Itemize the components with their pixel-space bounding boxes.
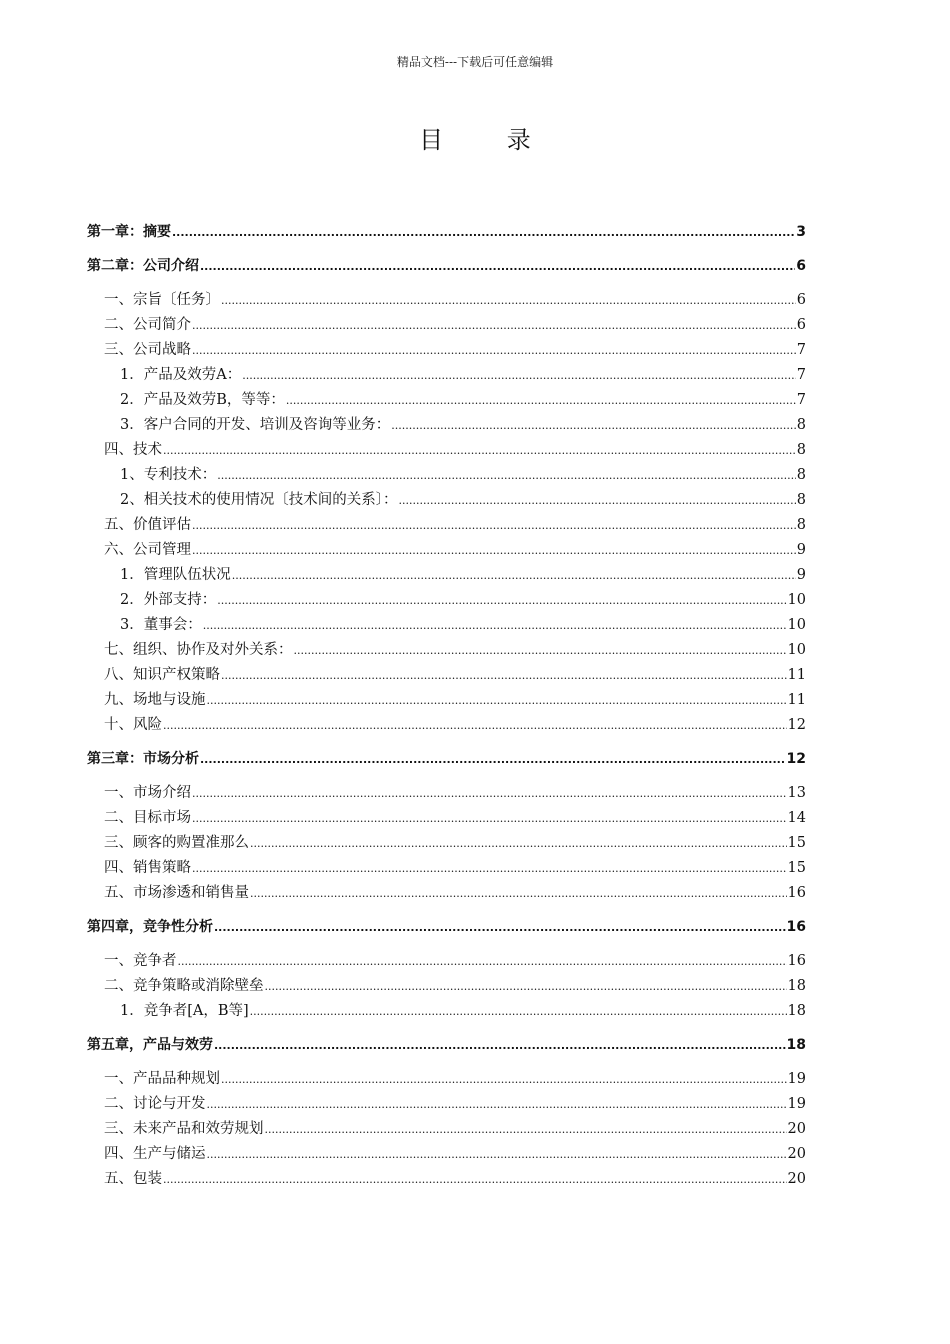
toc-entry-label: 二、公司简介	[104, 317, 191, 333]
toc-leader-dots	[200, 747, 786, 772]
toc-entry-page-number: 18	[787, 1003, 806, 1019]
toc-entry[interactable]	[87, 1092, 806, 1117]
toc-entry-page-number: 16	[786, 919, 806, 935]
toc-entry[interactable]	[87, 438, 806, 463]
toc-entry[interactable]	[87, 538, 806, 563]
toc-entry-label: 2．产品及效劳B，等等：	[120, 392, 285, 408]
toc-leader-dots	[214, 915, 786, 940]
toc-leader-dots	[163, 713, 787, 738]
toc-entry[interactable]	[87, 1117, 806, 1142]
toc-leader-dots	[221, 288, 796, 313]
toc-entry-page-number: 12	[786, 751, 806, 767]
toc-leader-dots	[200, 254, 795, 279]
toc-entry-label: 1、专利技术：	[120, 467, 217, 483]
toc-entry[interactable]	[87, 881, 806, 906]
toc-entry-label: 五、包装	[104, 1171, 162, 1187]
toc-entry-label: 四、技术	[104, 442, 162, 458]
toc-entry[interactable]	[87, 781, 806, 806]
toc-leader-dots	[286, 388, 796, 413]
toc-entry-label: 1．管理队伍状况	[120, 567, 231, 583]
toc-leader-dots	[250, 831, 787, 856]
toc-leader-dots	[294, 638, 787, 663]
toc-entry-page-number: 6	[796, 258, 806, 274]
toc-entry-page-number: 8	[796, 417, 806, 433]
toc-chapter-entry[interactable]	[87, 1033, 806, 1058]
toc-entry-label: 二、竞争策略或消除壁垒	[104, 978, 264, 994]
toc-entry-label: 九、场地与设施	[104, 692, 206, 708]
toc-entry[interactable]	[87, 563, 806, 588]
toc-entry-label: 三、未来产品和效劳规划	[104, 1121, 264, 1137]
toc-entry-label: 一、产品品种规划	[104, 1071, 220, 1087]
toc-entry-page-number: 9	[796, 542, 806, 558]
toc-entry-page-number: 11	[787, 692, 806, 708]
toc-entry[interactable]	[87, 688, 806, 713]
toc-entry-label: 七、组织、协作及对外关系：	[104, 642, 293, 658]
toc-entry[interactable]	[87, 488, 806, 513]
toc-leader-dots	[172, 220, 795, 245]
toc-leader-dots	[221, 1067, 787, 1092]
toc-entry-label: 第五章，产品与效劳	[87, 1037, 213, 1053]
toc-entry-label: 3．客户合同的开发、培训及咨询等业务：	[120, 417, 391, 433]
toc-leader-dots	[265, 974, 787, 999]
toc-entry-label: 第二章：公司介绍	[87, 258, 199, 274]
toc-entry-page-number: 16	[787, 953, 806, 969]
toc-entry[interactable]	[87, 806, 806, 831]
toc-entry[interactable]	[87, 1067, 806, 1092]
toc-entry[interactable]	[87, 513, 806, 538]
toc-leader-dots	[391, 413, 796, 438]
toc-entry-label: 四、生产与储运	[104, 1146, 206, 1162]
toc-entry[interactable]	[87, 363, 806, 388]
toc-entry-page-number: 8	[796, 467, 806, 483]
toc-entry-page-number: 15	[787, 860, 806, 876]
toc-entry-label: 一、宗旨〔任务〕	[104, 292, 220, 308]
toc-entry-label: 八、知识产权策略	[104, 667, 220, 683]
toc-entry-label: 3．董事会：	[120, 617, 202, 633]
toc-leader-dots	[203, 613, 787, 638]
toc-entry-label: 2．外部支持：	[120, 592, 217, 608]
toc-entry-page-number: 10	[787, 617, 806, 633]
toc-leader-dots	[242, 363, 796, 388]
toc-leader-dots	[192, 538, 796, 563]
toc-entry[interactable]	[87, 713, 806, 738]
toc-entry-label: 五、市场渗透和销售量	[104, 885, 249, 901]
toc-entry-label: 十、风险	[104, 717, 162, 733]
toc-chapter-entry[interactable]	[87, 747, 806, 772]
toc-leader-dots	[250, 881, 787, 906]
toc-leader-dots	[217, 463, 796, 488]
toc-chapter-entry[interactable]	[87, 254, 806, 279]
toc-entry-label: 2、相关技术的使用情况〔技术间的关系〕：	[120, 492, 398, 508]
toc-leader-dots	[207, 1092, 787, 1117]
toc-entry-label: 第四章，竞争性分析	[87, 919, 213, 935]
table-of-contents	[87, 220, 806, 1192]
toc-entry[interactable]	[87, 831, 806, 856]
toc-entry-page-number: 15	[787, 835, 806, 851]
toc-leader-dots	[207, 688, 787, 713]
toc-entry-page-number: 8	[796, 517, 806, 533]
toc-entry[interactable]	[87, 949, 806, 974]
toc-entry[interactable]	[87, 999, 806, 1024]
toc-leader-dots	[192, 781, 787, 806]
toc-entry-page-number: 14	[787, 810, 806, 826]
toc-leader-dots	[214, 1033, 786, 1058]
toc-entry-page-number: 6	[796, 292, 806, 308]
toc-entry-label: 六、公司管理	[104, 542, 191, 558]
toc-entry[interactable]	[87, 413, 806, 438]
toc-leader-dots	[163, 1167, 787, 1192]
toc-entry-page-number: 7	[796, 392, 806, 408]
toc-entry-page-number: 8	[796, 442, 806, 458]
toc-entry-page-number: 20	[787, 1121, 806, 1137]
toc-leader-dots	[207, 1142, 787, 1167]
toc-entry-page-number: 12	[787, 717, 806, 733]
toc-leader-dots	[217, 588, 786, 613]
toc-leader-dots	[192, 806, 787, 831]
page-title: 目 录	[419, 126, 559, 154]
toc-leader-dots	[163, 438, 796, 463]
toc-entry-label: 第三章：市场分析	[87, 751, 199, 767]
toc-entry-page-number: 7	[796, 367, 806, 383]
toc-entry[interactable]	[87, 288, 806, 313]
toc-entry[interactable]	[87, 463, 806, 488]
toc-entry-page-number: 8	[796, 492, 806, 508]
toc-entry[interactable]	[87, 663, 806, 688]
toc-leader-dots	[221, 663, 787, 688]
toc-entry[interactable]	[87, 974, 806, 999]
toc-entry-page-number: 10	[787, 642, 806, 658]
toc-entry-page-number: 11	[787, 667, 806, 683]
toc-entry-page-number: 18	[786, 1037, 806, 1053]
toc-entry-label: 1．竞争者[A，B等]	[120, 1003, 249, 1019]
toc-entry-page-number: 18	[787, 978, 806, 994]
toc-leader-dots	[192, 313, 796, 338]
toc-entry-label: 一、市场介绍	[104, 785, 191, 801]
toc-entry-page-number: 3	[796, 224, 806, 240]
toc-leader-dots	[192, 513, 796, 538]
toc-leader-dots	[232, 563, 796, 588]
toc-chapter-entry[interactable]	[87, 915, 806, 940]
toc-entry-label: 三、顾客的购置准那么	[104, 835, 249, 851]
toc-entry[interactable]	[87, 1167, 806, 1192]
toc-entry-page-number: 10	[787, 592, 806, 608]
toc-entry-label: 五、价值评估	[104, 517, 191, 533]
toc-entry-label: 1．产品及效劳A：	[120, 367, 242, 383]
toc-leader-dots	[265, 1117, 787, 1142]
toc-entry[interactable]	[87, 613, 806, 638]
toc-entry-page-number: 9	[796, 567, 806, 583]
toc-entry-page-number: 16	[787, 885, 806, 901]
toc-entry[interactable]	[87, 588, 806, 613]
toc-entry[interactable]	[87, 1142, 806, 1167]
toc-entry-page-number: 7	[796, 342, 806, 358]
toc-entry-page-number: 6	[796, 317, 806, 333]
toc-entry[interactable]	[87, 388, 806, 413]
toc-entry-page-number: 19	[787, 1096, 806, 1112]
toc-entry[interactable]	[87, 338, 806, 363]
toc-entry[interactable]	[87, 856, 806, 881]
toc-entry-page-number: 19	[787, 1071, 806, 1087]
page-header: 精品文档---下载后可任意编辑	[396, 55, 554, 69]
toc-leader-dots	[192, 856, 787, 881]
toc-entry-page-number: 20	[787, 1146, 806, 1162]
toc-entry-page-number: 13	[787, 785, 806, 801]
toc-entry-label: 二、讨论与开发	[104, 1096, 206, 1112]
toc-entry-label: 第一章：摘要	[87, 224, 171, 240]
toc-leader-dots	[192, 338, 796, 363]
toc-leader-dots	[250, 999, 787, 1024]
toc-entry-label: 二、目标市场	[104, 810, 191, 826]
toc-chapter-entry[interactable]	[87, 220, 806, 245]
toc-entry-page-number: 20	[787, 1171, 806, 1187]
toc-leader-dots	[178, 949, 787, 974]
toc-entry[interactable]	[87, 313, 806, 338]
toc-entry[interactable]	[87, 638, 806, 663]
toc-entry-label: 一、竞争者	[104, 953, 177, 969]
toc-entry-label: 四、销售策略	[104, 860, 191, 876]
toc-entry-label: 三、公司战略	[104, 342, 191, 358]
toc-leader-dots	[398, 488, 795, 513]
